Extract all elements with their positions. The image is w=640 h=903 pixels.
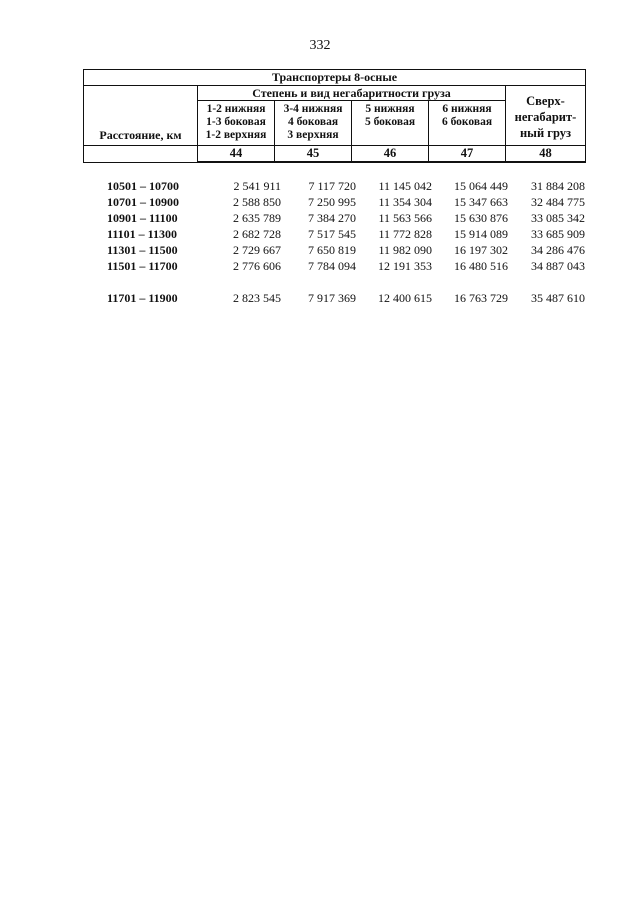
distance-cell: 11501 – 11700 — [107, 259, 178, 273]
column-number-47: 47 — [429, 146, 506, 163]
value-cell: 12 191 353 — [378, 259, 432, 273]
value-cell: 16 197 302 — [454, 243, 508, 257]
table-row — [0, 195, 640, 211]
distance-cell: 11301 – 11500 — [107, 243, 178, 257]
column-number-48: 48 — [506, 146, 586, 163]
table-title: Транспортеры 8-осные — [84, 70, 586, 86]
distance-cell: 11701 – 11900 — [107, 291, 178, 305]
table-header — [83, 69, 586, 163]
distance-number-cell — [84, 146, 198, 163]
table-row — [0, 259, 640, 275]
table-row — [0, 243, 640, 259]
column-number-44: 44 — [198, 146, 275, 163]
value-cell: 7 250 995 — [308, 195, 356, 209]
group-line: 6 нижняя — [442, 103, 492, 115]
group-header-45 — [275, 101, 352, 146]
value-cell: 11 563 566 — [378, 211, 432, 225]
group-header-44 — [198, 101, 275, 146]
oversize-line: негабарит- — [514, 109, 577, 124]
table-row — [0, 291, 640, 307]
distance-cell: 11101 – 11300 — [107, 227, 178, 241]
value-cell: 7 917 369 — [308, 291, 356, 305]
value-cell: 11 982 090 — [378, 243, 432, 257]
value-cell: 2 635 789 — [233, 211, 281, 225]
value-cell: 7 117 720 — [308, 179, 356, 193]
distance-cell: 10501 – 10700 — [107, 179, 179, 193]
value-cell: 2 588 850 — [233, 195, 281, 209]
value-cell: 2 776 606 — [233, 259, 281, 273]
distance-column-header: Расстояние, км — [84, 86, 198, 146]
value-cell: 2 541 911 — [233, 179, 281, 193]
group-line: 3 верхняя — [287, 129, 339, 141]
value-cell: 34 286 476 — [531, 243, 585, 257]
value-cell: 16 763 729 — [454, 291, 508, 305]
oversize-cargo-header — [506, 86, 586, 146]
value-cell: 34 887 043 — [531, 259, 585, 273]
table-row — [0, 179, 640, 195]
value-cell: 7 650 819 — [308, 243, 356, 257]
value-cell: 2 729 667 — [233, 243, 281, 257]
value-cell: 35 487 610 — [531, 291, 585, 305]
group-line: 1-2 верхняя — [205, 129, 267, 141]
value-cell: 31 884 208 — [531, 179, 585, 193]
value-cell: 12 400 615 — [378, 291, 432, 305]
group-header-47 — [429, 101, 506, 146]
distance-cell: 10901 – 11100 — [107, 211, 178, 225]
column-number-46: 46 — [352, 146, 429, 163]
group-line: 3-4 нижняя — [283, 103, 343, 115]
value-cell: 16 480 516 — [454, 259, 508, 273]
group-line: 6 боковая — [441, 116, 493, 128]
value-cell: 32 484 775 — [531, 195, 585, 209]
group-line: 1-3 боковая — [206, 116, 266, 128]
oversize-line: ный груз — [519, 125, 572, 140]
value-cell: 7 517 545 — [308, 227, 356, 241]
value-cell: 33 685 909 — [531, 227, 585, 241]
page-number: 332 — [309, 38, 331, 53]
value-cell: 15 630 876 — [454, 211, 508, 225]
group-header-46 — [352, 101, 429, 146]
value-cell: 33 085 342 — [531, 211, 585, 225]
group-line: 5 боковая — [364, 116, 416, 128]
value-cell: 11 772 828 — [378, 227, 432, 241]
value-cell: 15 064 449 — [454, 179, 508, 193]
value-cell: 7 384 270 — [308, 211, 356, 225]
value-cell: 11 145 042 — [378, 179, 432, 193]
table-row — [0, 211, 640, 227]
value-cell: 15 347 663 — [454, 195, 508, 209]
group-line: 5 нижняя — [365, 103, 415, 115]
oversize-line: Сверх- — [526, 93, 565, 108]
value-cell: 2 682 728 — [233, 227, 281, 241]
group-line: 1-2 нижняя — [206, 103, 266, 115]
value-cell: 11 354 304 — [378, 195, 432, 209]
value-cell: 7 784 094 — [308, 259, 356, 273]
value-cell: 15 914 089 — [454, 227, 508, 241]
oversize-degree-header: Степень и вид негабаритности груза — [198, 86, 506, 101]
table-row — [0, 227, 640, 243]
group-line: 4 боковая — [287, 116, 339, 128]
distance-cell: 10701 – 10900 — [107, 195, 179, 209]
value-cell: 2 823 545 — [233, 291, 281, 305]
column-number-45: 45 — [275, 146, 352, 163]
